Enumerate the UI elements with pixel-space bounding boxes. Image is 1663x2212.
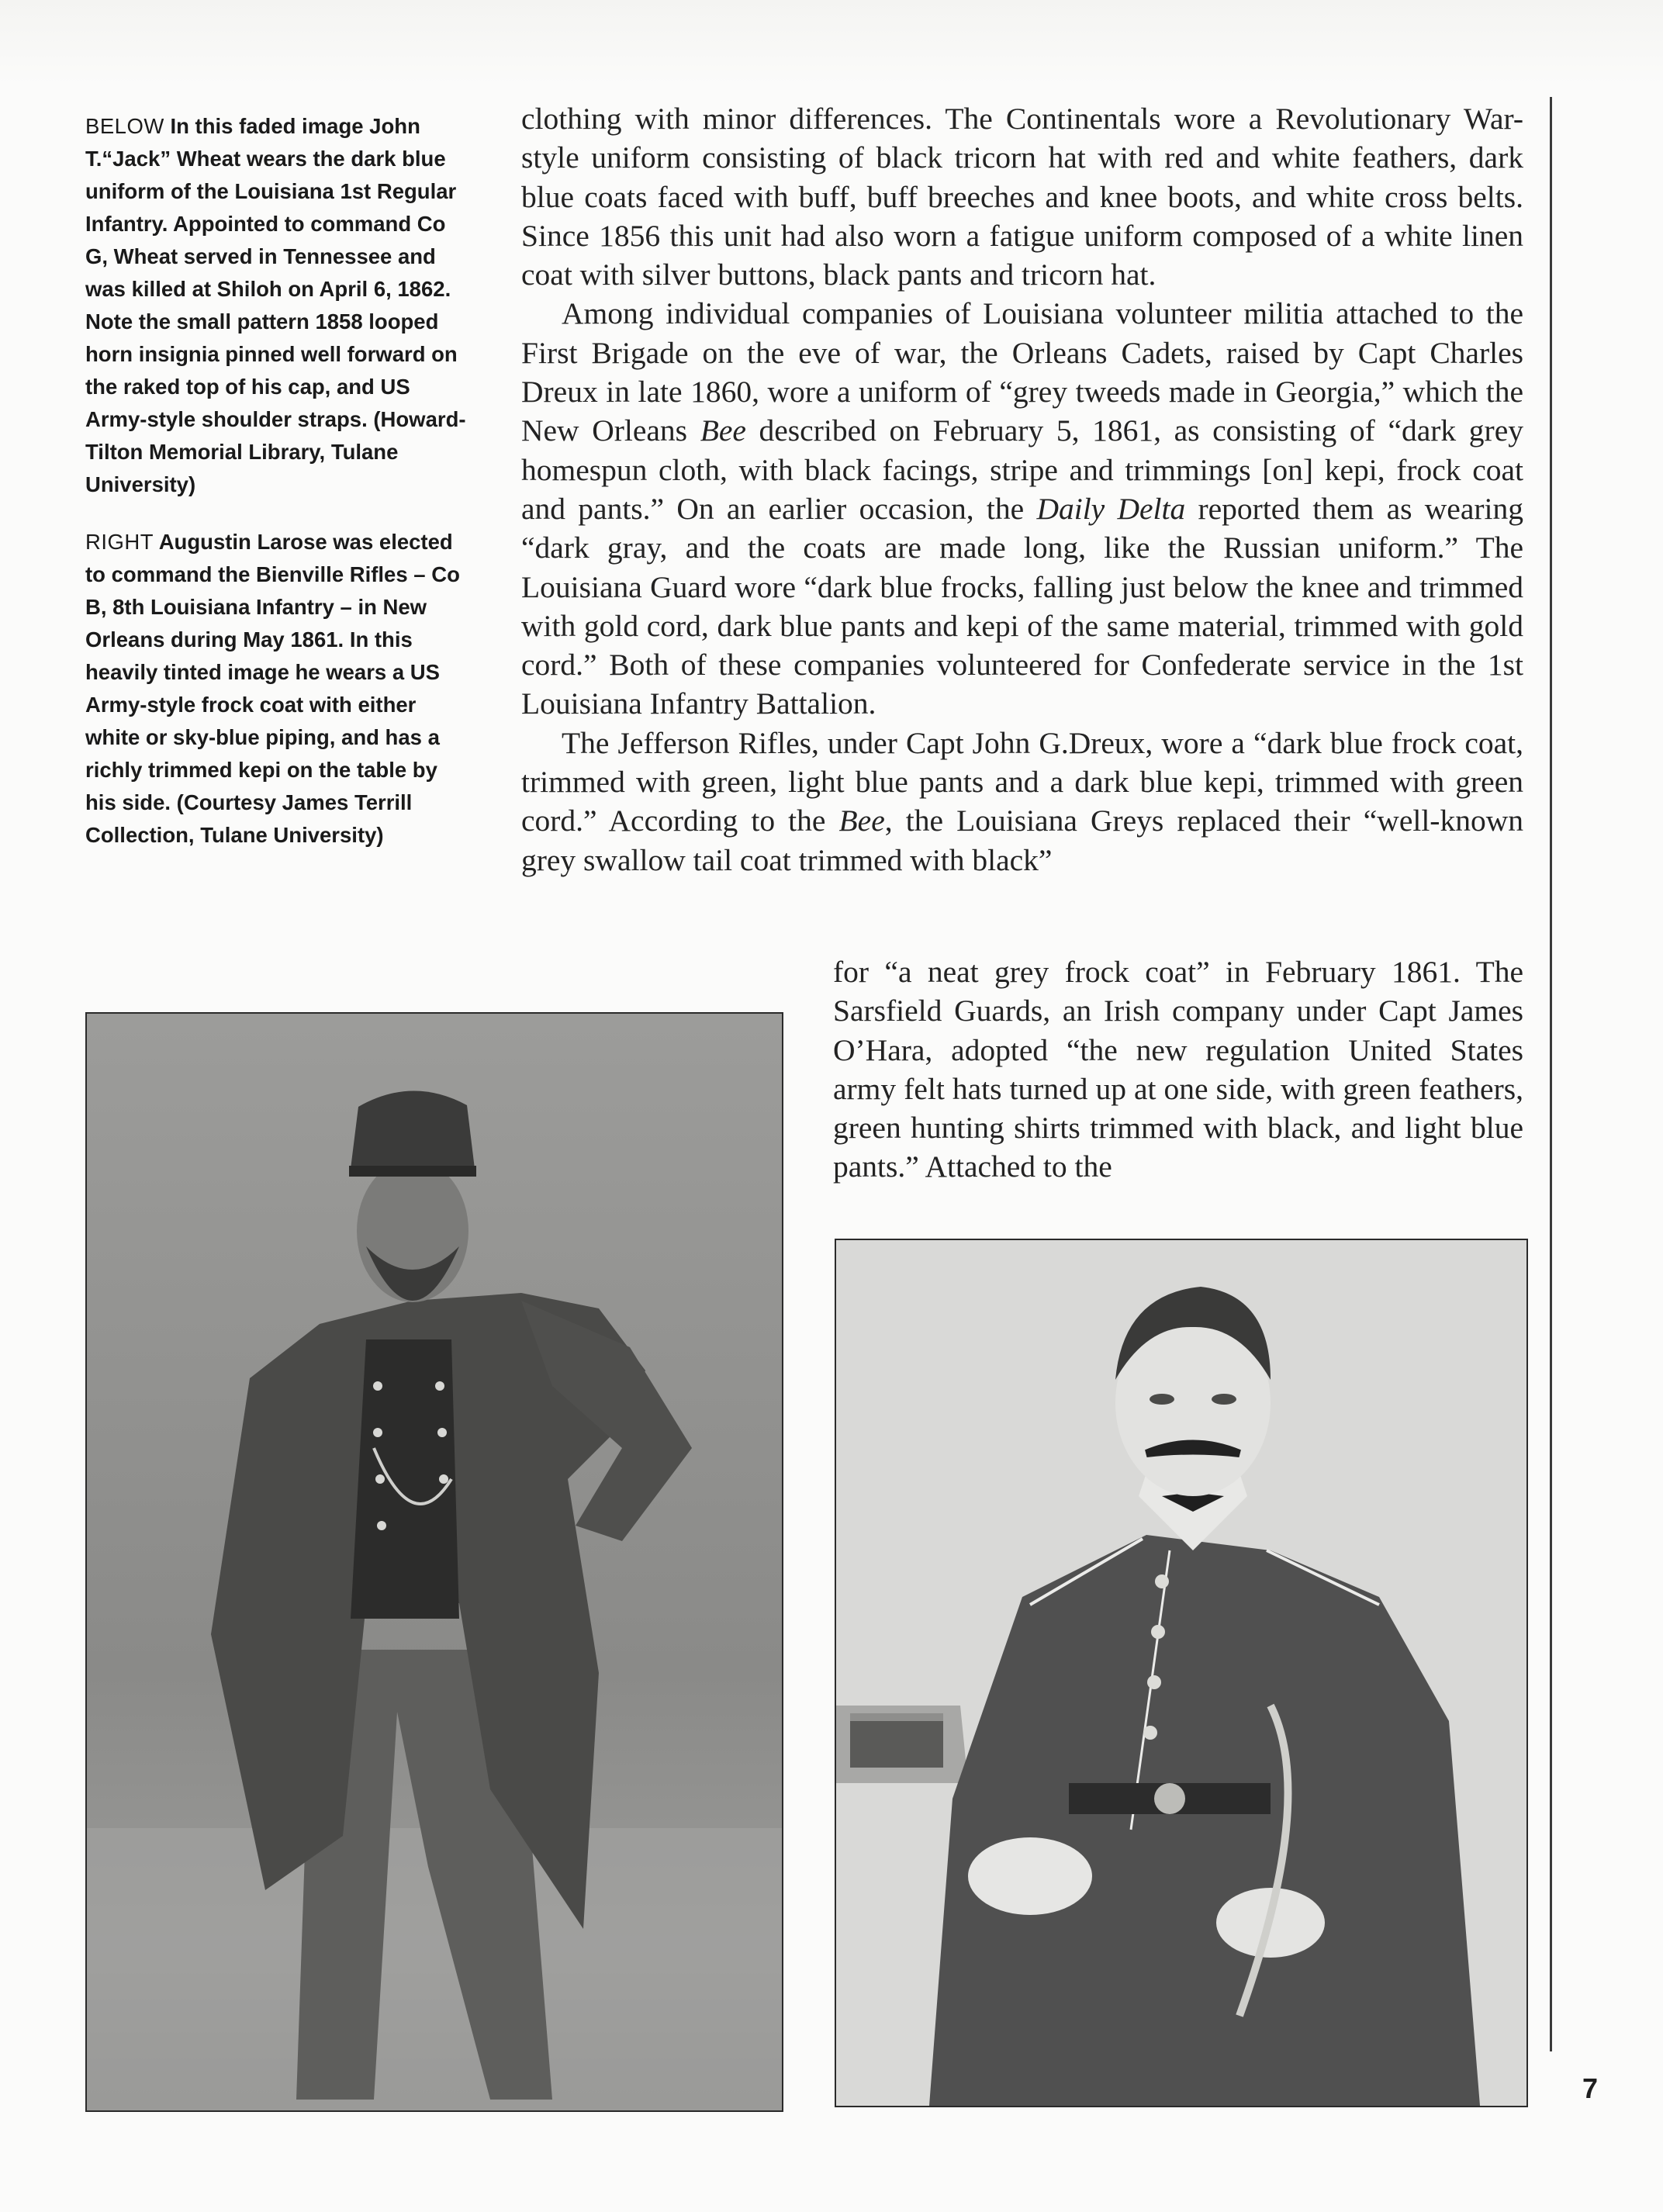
caption-text: In this faded image John T.“Jack” Wheat wears the dark blue uniform of the Louisiana 1st Regular Infantry. Appointed to command Co G, Wheat served in Tennessee and was killed at Shiloh on April 6, 1862. Note the small pattern 1858 looped horn insignia pinned well forward on the raked top of his cap, and US Army-style shoulder straps. (Howard-Tilton Memorial Library, Tulane University)	[85, 114, 466, 496]
publication-name: Bee	[700, 413, 746, 448]
body-paragraph: for “a neat grey frock coat” in February 1861. The Sarsfield Guards, an Irish company under Capt James O’Hara, adopted “the new regulation United States army felt hats turned up at one side, with green feathers, green hunting shirts trimmed with black, and light blue pants.” Attached to the	[833, 955, 1523, 1184]
seated-officer-illustration	[836, 1240, 1526, 2106]
photo-john-wheat	[85, 1012, 783, 2112]
column-rule	[1550, 97, 1552, 2051]
body-text-continued	[833, 952, 1523, 1187]
publication-name: Daily Delta	[1036, 491, 1186, 526]
caption-right	[85, 526, 473, 852]
caption-below	[85, 110, 473, 501]
caption-lead: RIGHT	[85, 530, 154, 554]
caption-text: Augustin Larose was elected to command the Bienville Rifles – Co B, 8th Louisiana Infantry – in New Orleans during May 1861. In this heavily tinted image he wears a US Army-style frock coat with either white or sky-blue piping, and has a richly trimmed kepi on the table by his side. (Courtesy James Terrill Collection, Tulane University)	[85, 530, 460, 847]
publication-name: Bee	[838, 804, 885, 838]
text-run: reported them as wearing “dark gray, and the coats are made long, like the Russian uniform.” The Louisiana Guard wore “dark blue frocks, falling just below the knee and trimmed with gold cord, dark blue pants and kepi of the same material, trimmed with gold cord.” Both of these companies volunteered for Confederate service in the 1st Louisiana Infantry Battalion.	[521, 491, 1523, 721]
body-paragraph	[521, 294, 1523, 723]
caption-lead: BELOW	[85, 114, 164, 138]
text-run: The Jefferson Rifles, under Capt John G.Dreux, wore a “dark blue frock coat, trimmed with green, light blue pants and a dark blue kepi, trimmed with green cord.” According to the	[521, 725, 1523, 838]
caption-column	[85, 110, 473, 876]
page-number: 7	[1582, 2072, 1599, 2104]
standing-officer-illustration	[87, 1014, 782, 2110]
photo-augustin-larose	[835, 1239, 1528, 2107]
page-top-fade	[0, 0, 1663, 85]
body-text-column	[521, 99, 1523, 880]
body-paragraph: clothing with minor differences. The Continentals wore a Revolutionary War-style uniform consisting of black tricorn hat with red and white feathers, dark blue coats faced with buff, buff breeches and knee boots, and white cross belts. Since 1856 this unit had also worn a fatigue uniform composed of a white linen coat with silver buttons, black pants and tricorn hat.	[521, 102, 1523, 292]
text-run: Among individual companies of Louisiana volunteer militia attached to the First Brigade on the eve of war, the Orleans Cadets, raised by Capt Charles Dreux in late 1860, wore a uniform of “grey tweeds made in Georgia,” which the New Orleans	[521, 296, 1523, 448]
text-run: , the Louisiana Greys replaced their “well-known grey swallow tail coat trimmed with black”	[521, 804, 1523, 877]
text-run: described on February 5, 1861, as consisting of “dark grey homespun cloth, with black facings, stripe and trimmings [on] kepi, frock coat and pants.” On an earlier occasion, the	[521, 413, 1523, 526]
body-paragraph	[521, 724, 1523, 880]
